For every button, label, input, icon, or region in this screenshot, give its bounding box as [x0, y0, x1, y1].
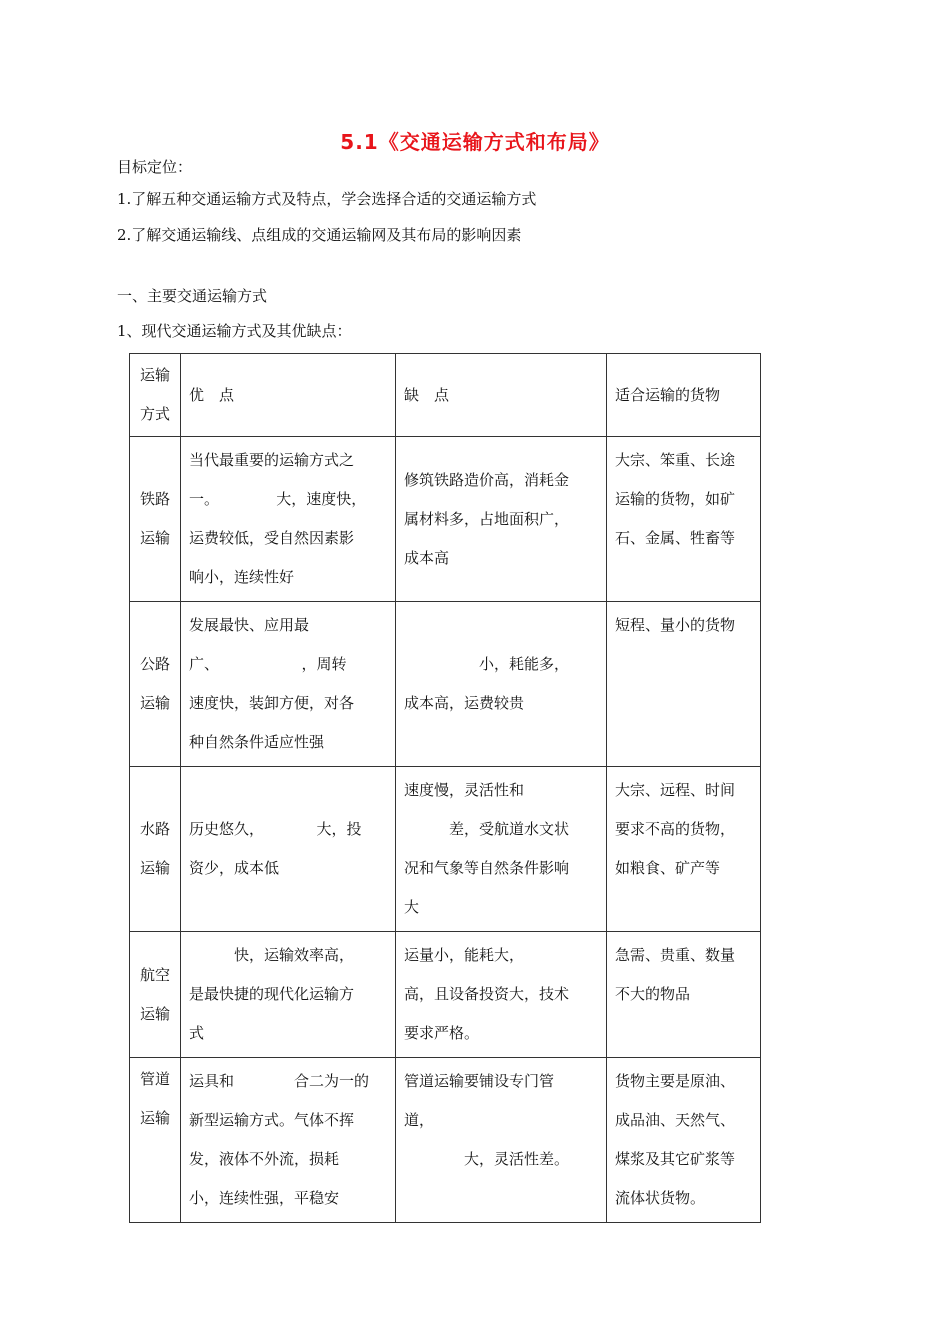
cell-line: 如粮食、矿产等 [615, 859, 721, 877]
table-header-row [130, 354, 761, 437]
cell-line: 运费较低，受自然因素影 [189, 529, 355, 547]
transport-table [129, 353, 761, 1223]
cell-line: 成本高 [404, 548, 450, 567]
goods-cell [607, 1058, 761, 1223]
cell-line: 式 [189, 1024, 205, 1042]
mode-line: 运输 [139, 1004, 170, 1023]
objectives-heading: 目标定位： [117, 158, 193, 176]
cell-line: 运具和 合二为一的 [189, 1072, 370, 1090]
cell-line: 修筑铁路造价高，消耗金 [404, 470, 570, 489]
mode-line: 航空 [139, 965, 170, 984]
mode-cell [130, 932, 181, 1058]
page-title: 5.1《交通运输方式和布局》 [340, 130, 610, 154]
header-mode-line: 运输 [139, 366, 170, 384]
cell-line: 大，灵活性差。 [404, 1150, 570, 1168]
cell-line: 管道运输要铺设专门管 [404, 1072, 555, 1090]
mode-cell [130, 602, 181, 767]
cell-line: 大宗、笨重、长途 [615, 451, 736, 469]
cell-line: 一。 大，速度快， [189, 490, 367, 508]
table-row [130, 1058, 761, 1223]
cell-line: 是最快捷的现代化运输方 [189, 985, 355, 1003]
table-row [130, 437, 761, 602]
cell-line: 高，且设备投资大，技术 [404, 985, 570, 1003]
cell-line: 况和气象等自然条件影响 [404, 859, 570, 877]
goods-cell [607, 602, 761, 767]
cell-line: 速度慢，灵活性和 [404, 781, 525, 799]
mode-line: 公路 [139, 655, 170, 673]
cell-line: 不大的物品 [615, 985, 691, 1003]
objective-item-2: 2.了解交通运输线、点组成的交通运输网及其布局的影响因素 [117, 226, 522, 244]
header-pros: 优 点 [181, 354, 396, 437]
goods-cell [607, 767, 761, 932]
pros-cell [181, 437, 396, 602]
cell-line: 响小，连续性好 [189, 568, 295, 586]
objective-item-1: 1.了解五种交通运输方式及特点，学会选择合适的交通运输方式 [117, 190, 537, 208]
cell-line: 小，连续性强，平稳安 [189, 1189, 340, 1207]
cell-line: 要求严格。 [404, 1024, 480, 1042]
cell-line: 急需、贵重、数量 [615, 946, 736, 964]
table-row [130, 767, 761, 932]
mode-cell [130, 1058, 181, 1223]
goods-cell [607, 437, 761, 602]
table-row [130, 932, 761, 1058]
cell-line: 速度快，装卸方便，对各 [189, 694, 355, 712]
cons-cell [396, 767, 607, 932]
cell-line: 大 [404, 898, 420, 916]
pros-cell [181, 767, 396, 932]
cell-line: 发展最快、应用最 [189, 616, 310, 634]
cell-line: 成本高，运费较贵 [404, 694, 525, 712]
cell-line: 小，耗能多， [404, 655, 570, 673]
cell-line: 运量小，能耗大， [404, 946, 525, 964]
cell-line: 差，受航道水文状 [404, 820, 570, 838]
cell-line: 石、金属、牲畜等 [615, 529, 736, 547]
section-heading: 一、主要交通运输方式 [117, 287, 268, 305]
header-goods: 适合运输的货物 [607, 354, 761, 437]
cell-line: 广、 ，周转 [189, 655, 347, 673]
cell-line: 历史悠久， 大，投 [189, 820, 362, 838]
cell-line: 煤浆及其它矿浆等 [615, 1150, 736, 1168]
cell-line: 流体状货物。 [615, 1189, 706, 1207]
mode-line: 运输 [139, 859, 170, 877]
cell-line: 运输的货物，如矿 [615, 490, 736, 508]
cell-line: 新型运输方式。气体不挥 [189, 1111, 355, 1129]
cell-line: 大宗、远程、时间 [615, 781, 736, 799]
cell-line: 快，运输效率高， [189, 946, 355, 964]
cell-line: 属材料多，占地面积广， [404, 509, 570, 528]
cons-cell [396, 932, 607, 1058]
mode-cell [130, 767, 181, 932]
cons-cell [396, 437, 607, 602]
cell-line: 要求不高的货物， [615, 820, 736, 838]
mode-line: 运输 [139, 1109, 170, 1127]
mode-line: 铁路 [139, 490, 170, 508]
pros-cell [181, 602, 396, 767]
header-mode [130, 354, 181, 437]
pros-cell [181, 1058, 396, 1223]
header-mode-line: 方式 [139, 405, 170, 423]
mode-line: 管道 [139, 1070, 170, 1088]
header-cons: 缺 点 [396, 354, 607, 437]
cell-line: 短程、量小的货物 [615, 616, 736, 634]
cell-line: 成品油、天然气、 [615, 1111, 736, 1129]
cell-line: 当代最重要的运输方式之 [189, 451, 355, 469]
mode-line: 水路 [139, 820, 170, 838]
cell-line: 资少，成本低 [189, 859, 280, 877]
cell-line: 货物主要是原油、 [615, 1072, 736, 1090]
mode-cell [130, 437, 181, 602]
mode-line: 运输 [139, 529, 170, 547]
cell-line: 道， [404, 1111, 435, 1129]
goods-cell [607, 932, 761, 1058]
cons-cell [396, 602, 607, 767]
cell-line: 发，液体不外流，损耗 [189, 1150, 340, 1168]
cell-line: 种自然条件适应性强 [189, 733, 325, 751]
pros-cell [181, 932, 396, 1058]
mode-line: 运输 [139, 694, 170, 712]
table-row [130, 602, 761, 767]
subsection-heading: 1、现代交通运输方式及其优缺点： [117, 322, 352, 340]
cons-cell [396, 1058, 607, 1223]
